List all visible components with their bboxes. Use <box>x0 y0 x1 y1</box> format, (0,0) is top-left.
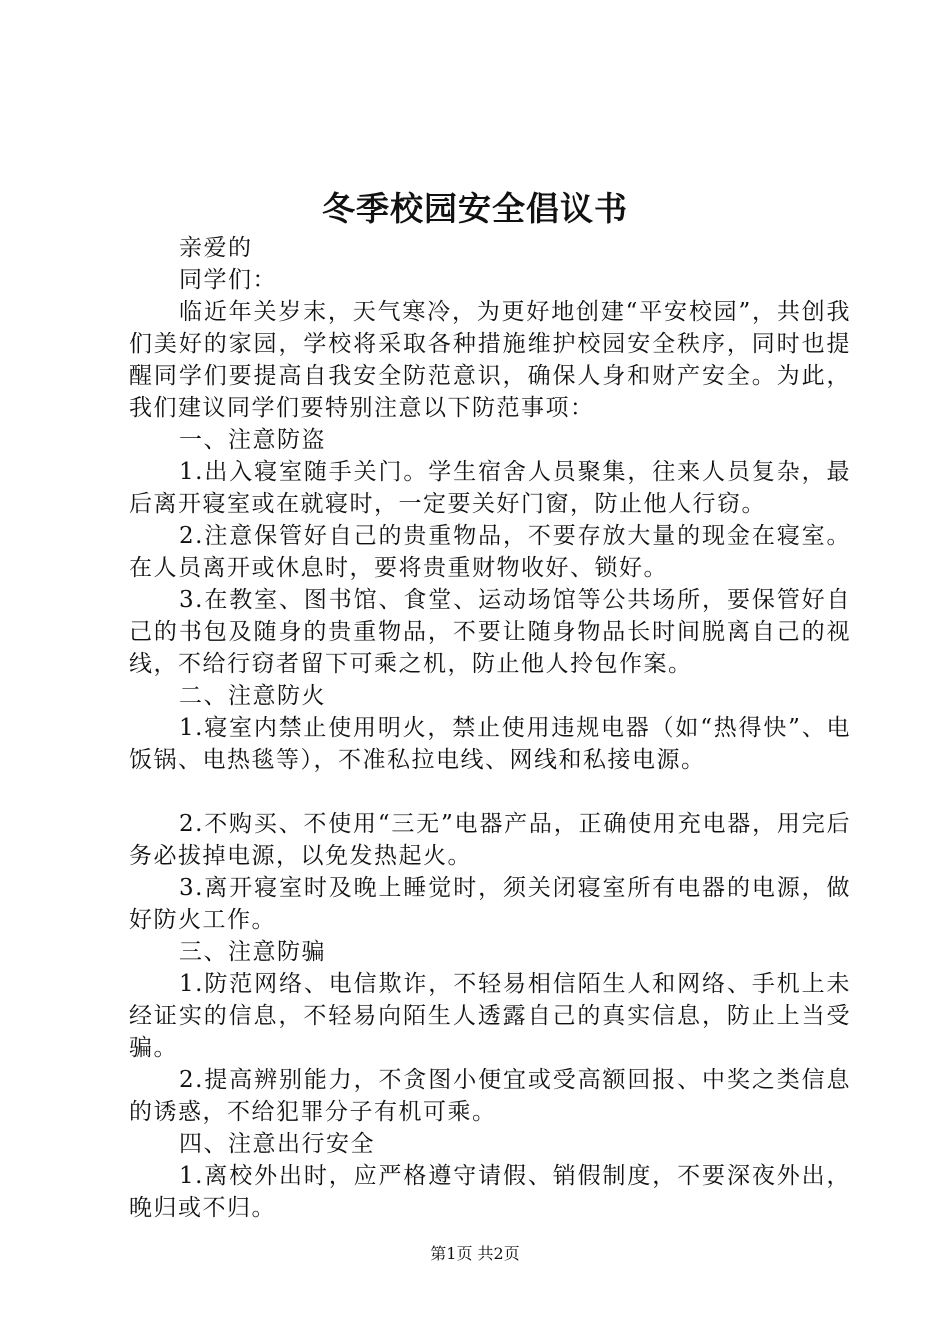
fraud-item-1: 1.防范网络、电信欺诈，不轻易相信陌生人和网络、手机上未经证实的信息，不轻易向陌生人透露自己的真实信息，防止上当受骗。 <box>129 971 851 1061</box>
theft-item-2: 2.注意保管好自己的贵重物品，不要存放大量的现金在寝室。在人员离开或休息时，要将贵重财物收好、锁好。 <box>129 523 851 581</box>
fraud-item-2: 2.提高辨别能力，不贪图小便宜或受高额回报、中奖之类信息的诱惑，不给犯罪分子有机可乘。 <box>129 1067 851 1125</box>
travel-item-1: 1.离校外出时，应严格遵守请假、销假制度，不要深夜外出，晚归或不归。 <box>129 1163 851 1221</box>
salutation-line-1: 亲爱的 <box>179 235 253 261</box>
salutation-line-2: 同学们： <box>179 267 277 293</box>
section-heading-theft: 一、注意防盗 <box>179 427 326 453</box>
document-title: 冬季校园安全倡议书 <box>322 189 628 228</box>
theft-item-1: 1.出入寝室随手关门。学生宿舍人员聚集，往来人员复杂，最后离开寝室或在就寝时，一定要关好门窗，防止他人行窃。 <box>129 459 851 517</box>
document-body <box>129 232 851 1224</box>
page-footer: 第1页 共2页 <box>430 1244 520 1263</box>
section-heading-fraud: 三、注意防骗 <box>179 939 326 965</box>
fire-item-3: 3.离开寝室时及晚上睡觉时，须关闭寝室所有电器的电源，做好防火工作。 <box>129 875 851 933</box>
section-heading-fire: 二、注意防火 <box>179 683 326 709</box>
intro-paragraph: 临近年关岁末，天气寒冷，为更好地创建“平安校园”，共创我们美好的家园，学校将采取各种措施维护校园安全秩序，同时也提醒同学们要提高自我安全防范意识，确保人身和财产安全。为此，我们建议同学们要特别注意以下防范事项： <box>129 299 851 421</box>
fire-item-2: 2.不购买、不使用“三无”电器产品，正确使用充电器，用完后务必拔掉电源，以免发热起火。 <box>129 811 851 869</box>
theft-item-3: 3.在教室、图书馆、食堂、运动场馆等公共场所，要保管好自己的书包及随身的贵重物品，不要让随身物品长时间脱离自己的视线，不给行窃者留下可乘之机，防止他人拎包作案。 <box>129 587 851 677</box>
section-heading-travel: 四、注意出行安全 <box>179 1131 375 1157</box>
fire-item-1: 1.寝室内禁止使用明火，禁止使用违规电器（如“热得快”、电饭锅、电热毯等），不准私拉电线、网线和私接电源。 <box>129 715 851 773</box>
